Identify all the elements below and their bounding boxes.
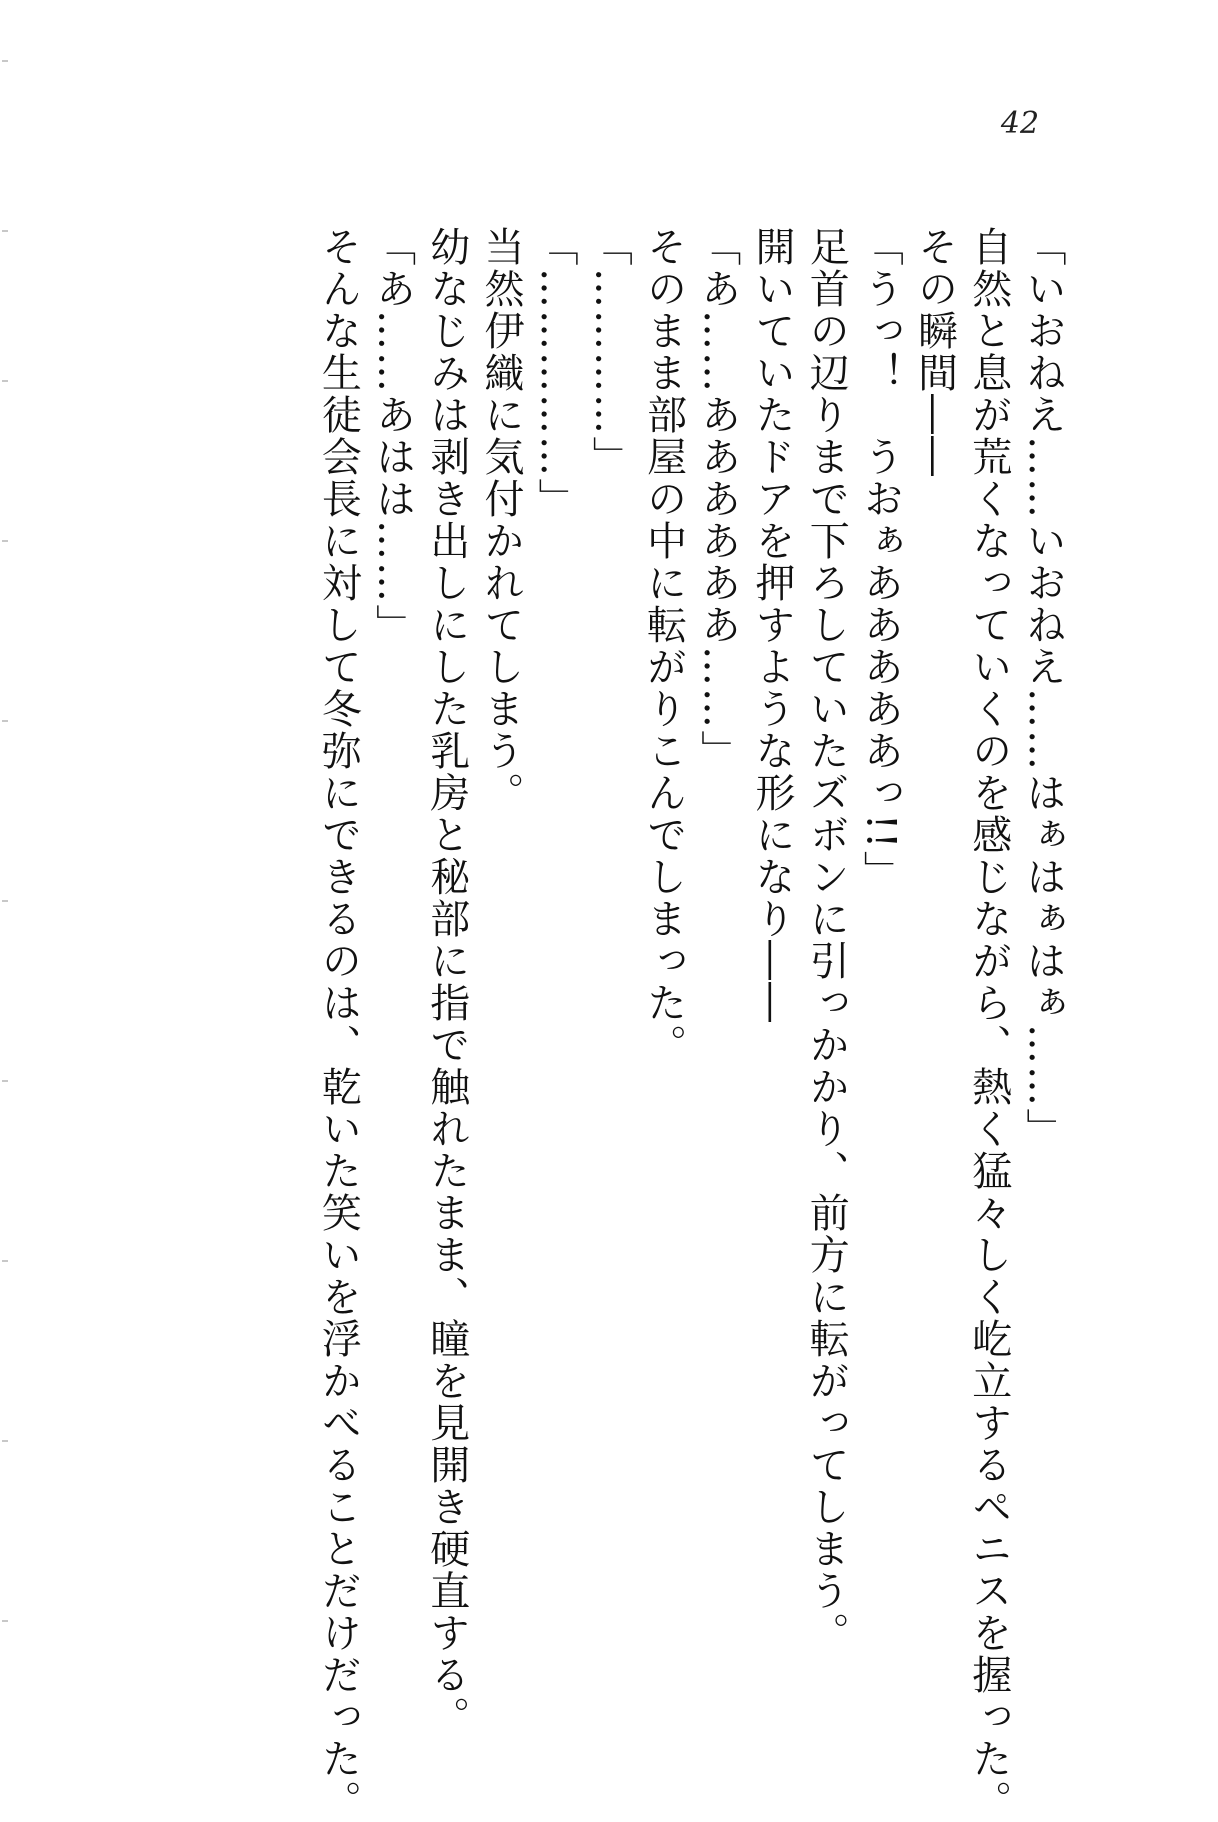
text-line-3: その瞬間―― [911,226,958,478]
text-line-5: 足首の辺りまで下ろしていたズボンに引っかかり、前方に転がってしまう。 [803,226,850,1654]
vertical-text-body [311,226,1070,1822]
text-line-2: 自然と息が荒くなっていくのを感じながら、熱く猛々しく屹立するペニスを握った。 [965,226,1012,1822]
text-line-4: 「うっ！ うおぁあああああっ!!」 [857,226,904,893]
text-line-8: そのまま部屋の中に転がりこんでしまった。 [640,226,687,1066]
text-line-7: 「あ……ああああああ……」 [694,226,741,772]
text-line-6: 開いていたドアを押すような形になり―― [748,226,795,1024]
text-line-1: 「いおねえ……いおねえ……はぁはぁはぁ……」 [1020,226,1066,1150]
text-line-9: 「…………」 [586,226,633,478]
text-line-12: 幼なじみは剥き出しにした乳房と秘部に指で触れたまま、瞳を見開き硬直する。 [423,226,470,1738]
text-line-14: そんな生徒会長に対して冬弥にできるのは、乾いた笑いを浮かべることだけだった。 [315,226,362,1822]
page-number: 42 [1000,106,1040,141]
page-edge-marks [0,0,14,1765]
text-line-11: 当然伊織に気付かれてしまう。 [477,226,524,814]
text-line-10: 「……………」 [532,226,579,520]
text-line-13: 「あ……あはは……」 [369,226,416,646]
